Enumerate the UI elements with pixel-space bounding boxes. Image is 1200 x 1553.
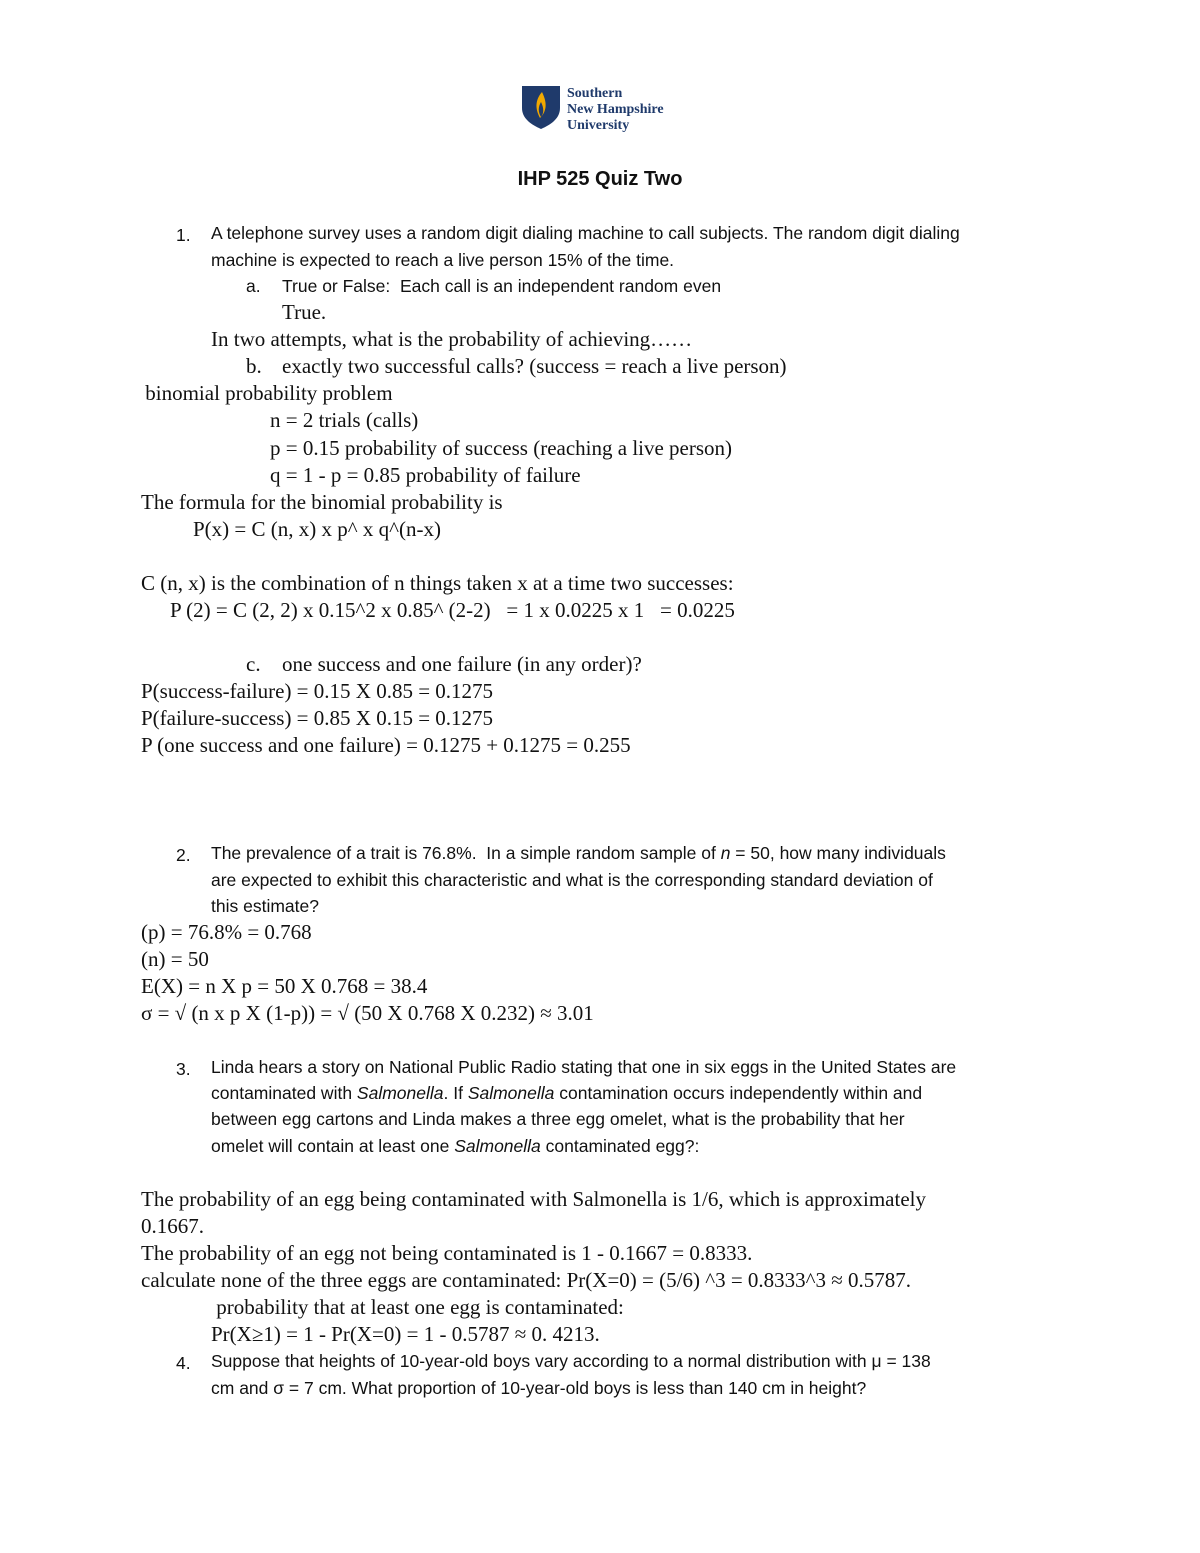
- q1b-label: b.: [246, 354, 262, 378]
- q3-text-line-3: between egg cartons and Linda makes a three egg omelet, what is the probability that her: [211, 1109, 905, 1129]
- q3-answer-line: The probability of an egg not being contaminated is 1 - 0.1667 = 0.8333.: [141, 1241, 753, 1265]
- q1-intro: In two attempts, what is the probability of achieving……: [211, 327, 693, 351]
- q3-text-line-1: Linda hears a story on National Public Radio stating that one in six eggs in the United States are: [211, 1057, 957, 1077]
- q2-answer-line: σ = √ (n x p X (1-p)) = √ (50 X 0.768 X 0.232) ≈ 3.01: [141, 1001, 594, 1025]
- q1b-text: exactly two successful calls? (success = reach a live person): [282, 354, 787, 378]
- q1b-answer-line: P(x) = C (n, x) x p^ x q^(n-x): [193, 517, 441, 541]
- q1-text-line-1: A telephone survey uses a random digit dialing machine to call subjects. The random digit dialing: [211, 223, 960, 243]
- q2-text-n: n: [720, 843, 731, 863]
- q2-text-1b: = 50, how many individuals: [730, 843, 946, 863]
- q4-text-line-1: Suppose that heights of 10-year-old boys vary according to a normal distribution with μ = 138: [211, 1351, 931, 1371]
- q3-text-line-4: [211, 1138, 699, 1156]
- q3-text-2a: contaminated with: [211, 1083, 357, 1103]
- q3-text-4b: contaminated egg?:: [540, 1136, 700, 1156]
- q3-italic-salmonella: Salmonella: [467, 1083, 555, 1103]
- q3-text-2c: contamination occurs independently within and: [554, 1083, 923, 1103]
- q3-answer-line: Pr(X≥1) = 1 - Pr(X=0) = 1 - 0.5787 ≈ 0. 4213.: [211, 1322, 600, 1346]
- q3-text-line-2: [211, 1085, 922, 1103]
- q1-text-line-2: machine is expected to reach a live person 15% of the time.: [211, 250, 675, 270]
- q4-text-line-2: cm and σ = 7 cm. What proportion of 10-year-old boys is less than 140 cm in height?: [211, 1378, 867, 1398]
- q1a-text: True or False: Each call is an independent random even: [282, 276, 722, 296]
- q2-text-line-2: are expected to exhibit this characteristic and what is the corresponding standard deviation of: [211, 870, 933, 890]
- q3-answer-line: probability that at least one egg is contaminated:: [211, 1295, 624, 1319]
- q2-text-1a: The prevalence of a trait is 76.8%. In a simple random sample of: [211, 843, 721, 863]
- q3-number: 3.: [176, 1059, 191, 1079]
- q1c-label: c.: [246, 652, 261, 676]
- q2-number: 2.: [176, 845, 191, 865]
- q3-italic-salmonella: Salmonella: [454, 1136, 541, 1156]
- q1b-answer-line: p = 0.15 probability of success (reaching a live person): [270, 436, 733, 460]
- q1a-label: a.: [246, 276, 261, 296]
- q3-text-4a: omelet will contain at least one: [211, 1136, 455, 1156]
- q2-answer-line: (p) = 76.8% = 0.768: [141, 920, 312, 944]
- q1c-answer-line: P (one success and one failure) = 0.1275 + 0.1275 = 0.255: [141, 733, 631, 757]
- q3-text-2b: . If: [443, 1083, 468, 1103]
- q3-answer-line: 0.1667.: [141, 1214, 204, 1238]
- q3-answer-line: The probability of an egg being contaminated with Salmonella is 1/6, which is approximately: [141, 1187, 926, 1211]
- university-name: [567, 86, 664, 134]
- q1c-answer-line: P(failure-success) = 0.85 X 0.15 = 0.1275: [141, 706, 494, 730]
- logo-line-3: University: [567, 118, 630, 133]
- q2-text-line-3: this estimate?: [211, 896, 319, 916]
- q2-text-line-1: [211, 845, 946, 863]
- page-title: IHP 525 Quiz Two: [517, 168, 683, 190]
- q3-italic-salmonella: Salmonella: [356, 1083, 444, 1103]
- q1b-answer-line: binomial probability problem: [140, 381, 393, 405]
- q4-number: 4.: [176, 1353, 191, 1373]
- q2-answer-line: (n) = 50: [141, 947, 209, 971]
- q1a-answer: True.: [282, 300, 327, 324]
- q3-answer-line: calculate none of the three eggs are contaminated: Pr(X=0) = (5/6) ^3 = 0.8333^3 ≈ 0.5787.: [141, 1268, 912, 1292]
- q1b-answer-line: C (n, x) is the combination of n things taken x at a time two successes:: [141, 571, 734, 595]
- q1c-text: one success and one failure (in any order)?: [282, 652, 642, 676]
- q1b-answer-line: The formula for the binomial probability is: [141, 490, 503, 514]
- logo-line-2: New Hampshire: [567, 102, 664, 117]
- q1b-answer-line: P (2) = C (2, 2) x 0.15^2 x 0.85^ (2-2) = 1 x 0.0225 x 1 = 0.0225: [170, 598, 735, 622]
- university-logo-icon: [520, 84, 562, 135]
- q1b-answer-line: n = 2 trials (calls): [270, 408, 419, 432]
- q1c-answer-line: P(success-failure) = 0.15 X 0.85 = 0.1275: [141, 679, 494, 703]
- logo-line-1: Southern: [567, 86, 623, 101]
- q1-number: 1.: [176, 225, 191, 245]
- q2-answer-line: E(X) = n X p = 50 X 0.768 = 38.4: [141, 974, 428, 998]
- q1b-answer-line: q = 1 - p = 0.85 probability of failure: [270, 463, 581, 487]
